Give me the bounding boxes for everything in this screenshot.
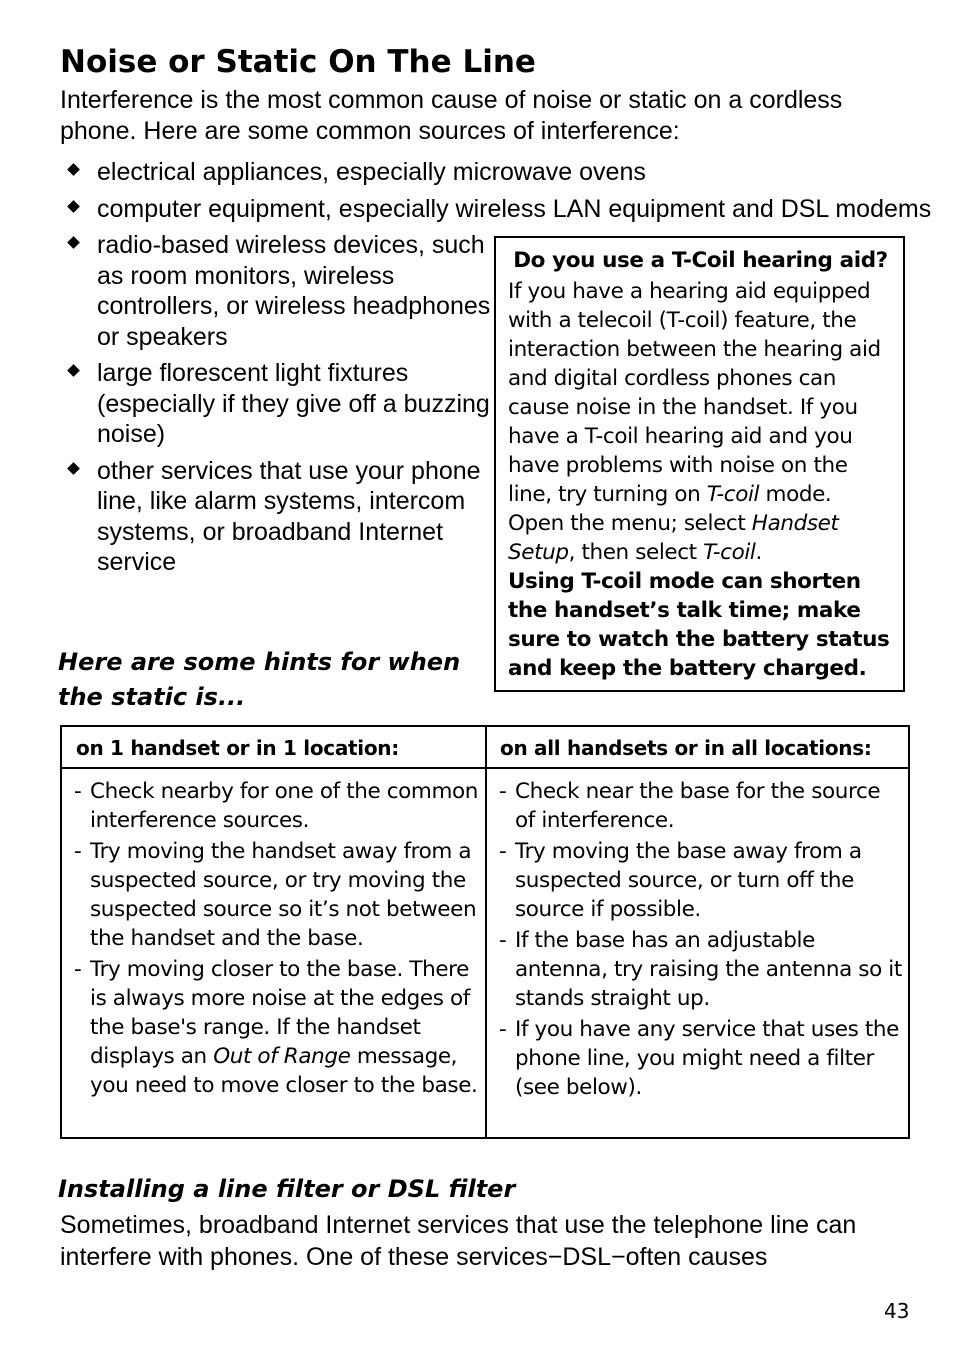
tcoil-sidebar-box: [494, 236, 905, 692]
table-header-single: on 1 handset or in 1 location:: [76, 736, 399, 760]
line-filter-paragraph: Sometimes, broadband Internet services that use the telephone line can interfere with phones. One of these services−DSL−often causes: [60, 1211, 857, 1271]
sidebar-title: Do you use a T-Coil hearing aid?: [513, 248, 888, 273]
table-header-all: on all handsets or in all locations:: [500, 736, 872, 760]
table-divider: [62, 767, 908, 769]
list-item: - If you have any service that uses the phone line, you might need a filter (see below).: [499, 1017, 899, 1100]
diamond-bullet-icon: [67, 200, 80, 213]
list-item: - Try moving the handset away from a suspected source, or try moving the suspected source so it’s not between the handset and the base.: [74, 839, 477, 951]
diamond-bullet-icon: [67, 364, 80, 377]
list-item: radio-based wireless devices, such as room monitors, wireless controllers, or wireless headphones or speakers: [60, 230, 497, 352]
list-item: - Check near the base for the source of interference.: [499, 779, 881, 833]
hints-heading: Here are some hints for when the static is...: [58, 648, 461, 711]
list-item: large florescent light fixtures (especially if they give off a buzzing noise): [60, 358, 497, 450]
page-number: 43: [884, 1299, 910, 1323]
list-item: computer equipment, especially wireless LAN equipment and DSL modems: [60, 194, 954, 225]
hints-table: [60, 725, 910, 1139]
sidebar-warning: Using T-coil mode can shorten the handset’s talk time; make sure to watch the battery status and keep the battery charged.: [508, 569, 890, 681]
table-divider: [485, 727, 487, 1137]
diamond-bullet-icon: [67, 163, 80, 176]
section-heading-line-filter: Installing a line filter or DSL filter: [58, 1175, 516, 1203]
list-item: other services that use your phone line, like alarm systems, intercom systems, or broadband Internet service: [60, 456, 487, 578]
list-item: - Check nearby for one of the common interference sources.: [74, 779, 479, 833]
hints-single-location: [74, 777, 479, 1102]
list-item: electrical appliances, especially microwave ovens: [60, 157, 917, 188]
intro-paragraph: Interference is the most common cause of noise or static on a cordless phone. Here are some common sources of interference:: [60, 86, 843, 145]
sidebar-body: If you have a hearing aid equipped with a telecoil (T-coil) feature, the interaction between the hearing aid and digital cordless phones can cause noise in the handset. If you have a T-coil hearing aid and you have problems with noise on the line, try turning on T-coil mode. Open the menu; select Handset Setup, then select T-coil.: [508, 279, 881, 565]
list-item: - Try moving closer to the base. There is always more noise at the edges of the base's range. If the handset displays an Out of Range message, you need to move closer to the base.: [74, 957, 478, 1098]
diamond-bullet-icon: [67, 236, 80, 249]
diamond-bullet-icon: [67, 462, 80, 475]
list-item: - Try moving the base away from a suspected source, or turn off the source if possible.: [499, 839, 862, 922]
page-title: Noise or Static On The Line: [60, 44, 536, 80]
list-item: - If the base has an adjustable antenna, try raising the antenna so it stands straight up.: [499, 928, 902, 1011]
hints-all-locations: [499, 777, 904, 1104]
